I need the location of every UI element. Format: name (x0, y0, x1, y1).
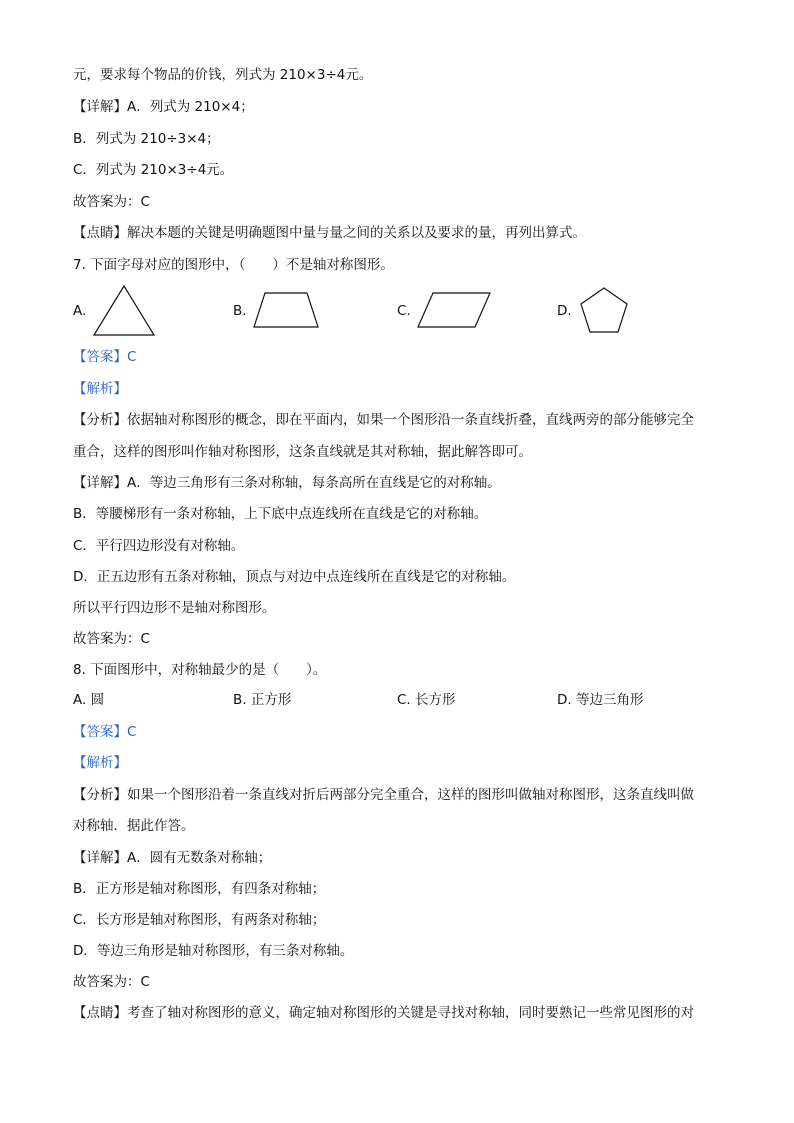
text-line: C．列式为 210×3÷4元。 (73, 162, 234, 178)
text-line: 故答案为：C (73, 974, 150, 990)
text-line: 对称轴．据此作答。 (73, 818, 195, 834)
option-a: A. 圆 (73, 692, 105, 708)
text-line: 元，要求每个物品的价钱，列式为 210×3÷4元。 (73, 67, 373, 83)
text-line: 【点睛】解决本题的关键是明确题图中量与量之间的关系以及要求的量，再列出算式。 (73, 225, 586, 241)
text-line: 重合，这样的图形叫作轴对称图形，这条直线就是其对称轴，据此解答即可。 (73, 444, 532, 460)
answer-label: 【答案】C (73, 349, 137, 365)
question-8: 8. 下面图形中，对称轴最少的是（ ）。 (73, 662, 327, 678)
text-line: C．长方形是轴对称图形，有两条对称轴； (73, 912, 326, 928)
text-line: 所以平行四边形不是轴对称图形。 (73, 600, 276, 616)
text-line: C．平行四边形没有对称轴。 (73, 538, 245, 554)
text-line: 【点睛】考查了轴对称图形的意义，确定轴对称图形的关键是寻找对称轴，同时要熟记一些常见图形的对 (73, 1005, 694, 1021)
option-a-label: A. (73, 303, 87, 319)
option-c-label: C. (397, 303, 411, 319)
question-7-options (73, 285, 723, 335)
text-line: B．正方形是轴对称图形，有四条对称轴； (73, 881, 326, 897)
text-line: 故答案为：C (73, 194, 150, 210)
text-line: B．列式为 210÷3×4； (73, 131, 220, 147)
option-b: B. 正方形 (233, 692, 292, 708)
triangle-shape (93, 285, 155, 337)
text-line: 【详解】A．等边三角形有三条对称轴，每条高所在直线是它的对称轴。 (73, 475, 501, 491)
text-line: D．等边三角形是轴对称图形，有三条对称轴。 (73, 943, 354, 959)
analysis-label: 【解析】 (73, 381, 127, 397)
option-d-label: D. (557, 303, 572, 319)
option-d: D. 等边三角形 (557, 692, 644, 708)
text-line: 【详解】A．圆有无数条对称轴； (73, 850, 272, 866)
text-line: 【分析】如果一个图形沿着一条直线对折后两部分完全重合，这样的图形叫做轴对称图形，这条直线叫做 (73, 787, 694, 803)
option-c: C. 长方形 (397, 692, 456, 708)
text-line: 【详解】A．列式为 210×4； (73, 99, 254, 115)
trapezoid-shape (253, 292, 319, 328)
text-line: 故答案为：C (73, 631, 150, 647)
text-line: B．等腰梯形有一条对称轴，上下底中点连线所在直线是它的对称轴。 (73, 506, 488, 522)
answer-label: 【答案】C (73, 724, 137, 740)
analysis-label: 【解析】 (73, 755, 127, 771)
text-line: 【分析】依据轴对称图形的概念，即在平面内，如果一个图形沿一条直线折叠，直线两旁的部分能够完全 (73, 412, 694, 428)
pentagon-shape (580, 287, 628, 333)
question-8-options (73, 690, 723, 710)
option-b-label: B. (233, 303, 247, 319)
question-7: 7. 下面字母对应的图形中，（ ）不是轴对称图形。 (73, 257, 394, 273)
parallelogram-shape (417, 292, 491, 328)
text-line: D．正五边形有五条对称轴，顶点与对边中点连线所在直线是它的对称轴。 (73, 569, 516, 585)
